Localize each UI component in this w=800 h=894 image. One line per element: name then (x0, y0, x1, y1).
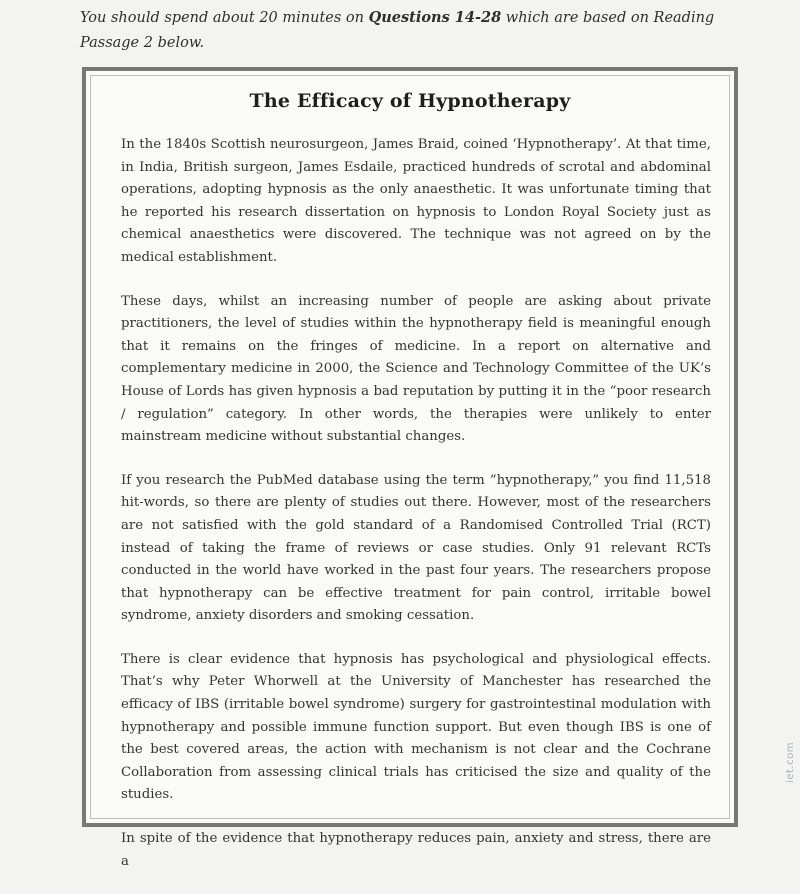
instructions-suffix: which are based on Reading Passage 2 below. (80, 10, 715, 51)
questions-range: Questions 14-28 (368, 9, 502, 26)
passage-title: The Efficacy of Hypnotherapy (249, 90, 571, 112)
instructions-prefix: You should spend about 20 minutes on (80, 10, 369, 26)
instructions (80, 5, 740, 56)
watermark: iet.com (785, 742, 796, 783)
paragraph-1: In the 1840s Scottish neurosurgeon, James Braid, coined ‘Hypnotherapy’. At that time, in India, British surgeon, James Esdaile, practiced hundreds of scrotal and abdominal operations, adopting hypnosis as the only anaesthetic. It was unfortunate timing that he reported his research dissertation on hypnosis to London Royal Society just as chemical anaesthetics were discovered. The technique was not agreed on by the medical establishment. (121, 137, 711, 265)
paragraph-2: These days, whilst an increasing number of people are asking about private practitioners, the level of studies within the hypnotherapy field is meaningful enough that it remains on the fringes of medicine. In a report on alternative and complementary medicine in 2000, the Science and Technology Committee of the UK’s House of Lords has given hypnosis a bad reputation by putting it in the “poor research / regulation” category. In other words, the therapies were unlikely to enter mainstream medicine without substantial changes. (121, 293, 711, 445)
reading-passage (82, 67, 738, 869)
paragraph-3: If you research the PubMed database using the term “hypnotherapy,” you find 11,518 hit-words, so there are plenty of studies out there. However, most of the researchers are not satisfied with the gold standard of a Randomised Controlled Trial (RCT) instead of taking the frame of reviews or case studies. Only 91 relevant RCTs conducted in the world have worked in the past four years. The researchers propose that hypnotherapy can be effective treatment for pain control, irritable bowel syndrome, anxiety disorders and smoking cessation. (121, 472, 711, 624)
paragraph-5: In spite of the evidence that hypnotherapy reduces pain, anxiety and stress, there are a (121, 831, 711, 869)
paragraph-4: There is clear evidence that hypnosis has psychological and physiological effects. That’s why Peter Whorwell at the University of Manchester has researched the efficacy of IBS (irritable bowel syndrome) surgery for gastrointestinal modulation with hypnotherapy and possible immune function support. But even though IBS is one of the best covered areas, the action with mechanism is not clear and the Cochrane Collaboration from assessing clinical trials has criticised the size and quality of the studies. (121, 651, 711, 803)
passage-body (121, 134, 711, 894)
